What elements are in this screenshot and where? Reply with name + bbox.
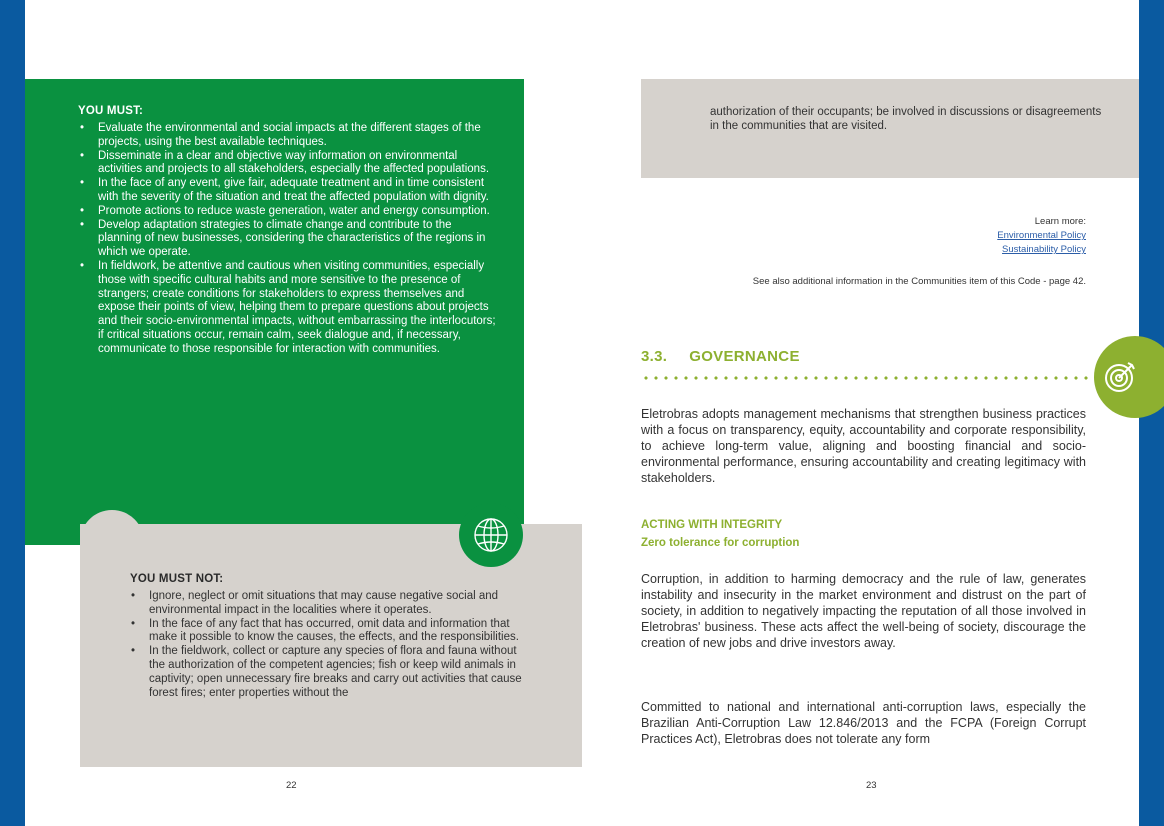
you-must-heading: YOU MUST: (78, 105, 144, 117)
subheading (641, 516, 799, 552)
dotted-divider (641, 375, 1091, 381)
subheading-corruption: Zero tolerance for corruption (641, 537, 800, 549)
learn-more-label: Learn more: (1034, 216, 1086, 227)
page-number-left: 22 (286, 780, 297, 791)
see-also-note: See also additional information in the Communities item of this Code - page 42. (752, 276, 1086, 287)
panel-tab (80, 510, 144, 574)
subheading-integrity: ACTING WITH INTEGRITY (641, 519, 783, 531)
list-item: • In fieldwork, be attentive and cautious when visiting communities, especially those with specific cultural habits and more sensitive to the presence of strangers; create conditions for stakeholders to express themselves and expose their points of view, helping them to prepare questions about projects and their socio-environmental impacts, without embarrassing the interlocutors; if critical situations occur, remain calm, seek dialogue and, if necessary, communicate to those responsible for interaction with communities. (78, 260, 498, 357)
you-must-not-heading: YOU MUST NOT: (130, 573, 224, 585)
corruption-paragraph: Corruption, in addition to harming democracy and the rule of law, generates instability and insecurity in the market environment and distrust on the part of society, in addition to negatively impacting the reputation of all those involved in Eletrobras' business. These acts affect the well-being of society, discourage the creation of new jobs and drive investors away. (641, 572, 1086, 650)
you-must-list (78, 122, 498, 357)
list-item: • In the face of any fact that has occurred, omit data and information that make it possible to know the causes, the effects, and the responsibilities. (129, 618, 529, 646)
page-number-right: 23 (866, 780, 877, 791)
list-item: • In the face of any event, give fair, adequate treatment and in time consistent with the severity of the situation and treat the affected population with dignity. (78, 177, 498, 205)
link-sustainability-policy[interactable]: Sustainability Policy (1002, 244, 1086, 255)
list-item: • Develop adaptation strategies to climate change and contribute to the planning of new businesses, considering the characteristics of the regions in which we operate. (78, 219, 498, 260)
you-must-not-list (129, 590, 529, 700)
list-item: • Disseminate in a clear and objective way information on environmental activities and projects to all stakeholders, especially the affected populations. (78, 150, 498, 178)
link-environmental-policy[interactable]: Environmental Policy (997, 230, 1086, 241)
list-item: • Promote actions to reduce waste generation, water and energy consumption. (78, 205, 498, 219)
section-number: 3.3. (641, 348, 668, 365)
list-item: • Ignore, neglect or omit situations that may cause negative social and environmental impact in the localities where it operates. (129, 590, 529, 618)
globe-icon (459, 503, 523, 567)
section-title: GOVERNANCE (689, 348, 800, 365)
governance-intro: Eletrobras adopts management mechanisms that strengthen business practices with a focus on transparency, equity, accountability and corporate responsibility, to achieve long-term value, aligning and boosting financial and socio-environmental performance, ensuring accountability and creating legitimacy with stakeholders. (641, 407, 1086, 485)
list-item: • In the fieldwork, collect or capture any species of flora and fauna without the authorization of the competent agencies; fish or keep wild animals in captivity; open unnecessary fire breaks and carry out activities that cause forest fires; enter properties without the (129, 645, 529, 700)
learn-more (997, 215, 1086, 257)
anticorruption-paragraph: Committed to national and international anti-corruption laws, especially the Brazilian Anti-Corruption Law 12.846/2013 and the FCPA (Foreign Corrupt Practices Act), Eletrobras does not tolerate any form (641, 700, 1086, 746)
continued-text: authorization of their occupants; be involved in discussions or disagreements in the communities that are visited. (710, 106, 1102, 132)
list-item: • Evaluate the environmental and social impacts at the different stages of the projects, using the best available techniques. (78, 122, 498, 150)
section-heading (641, 348, 800, 365)
